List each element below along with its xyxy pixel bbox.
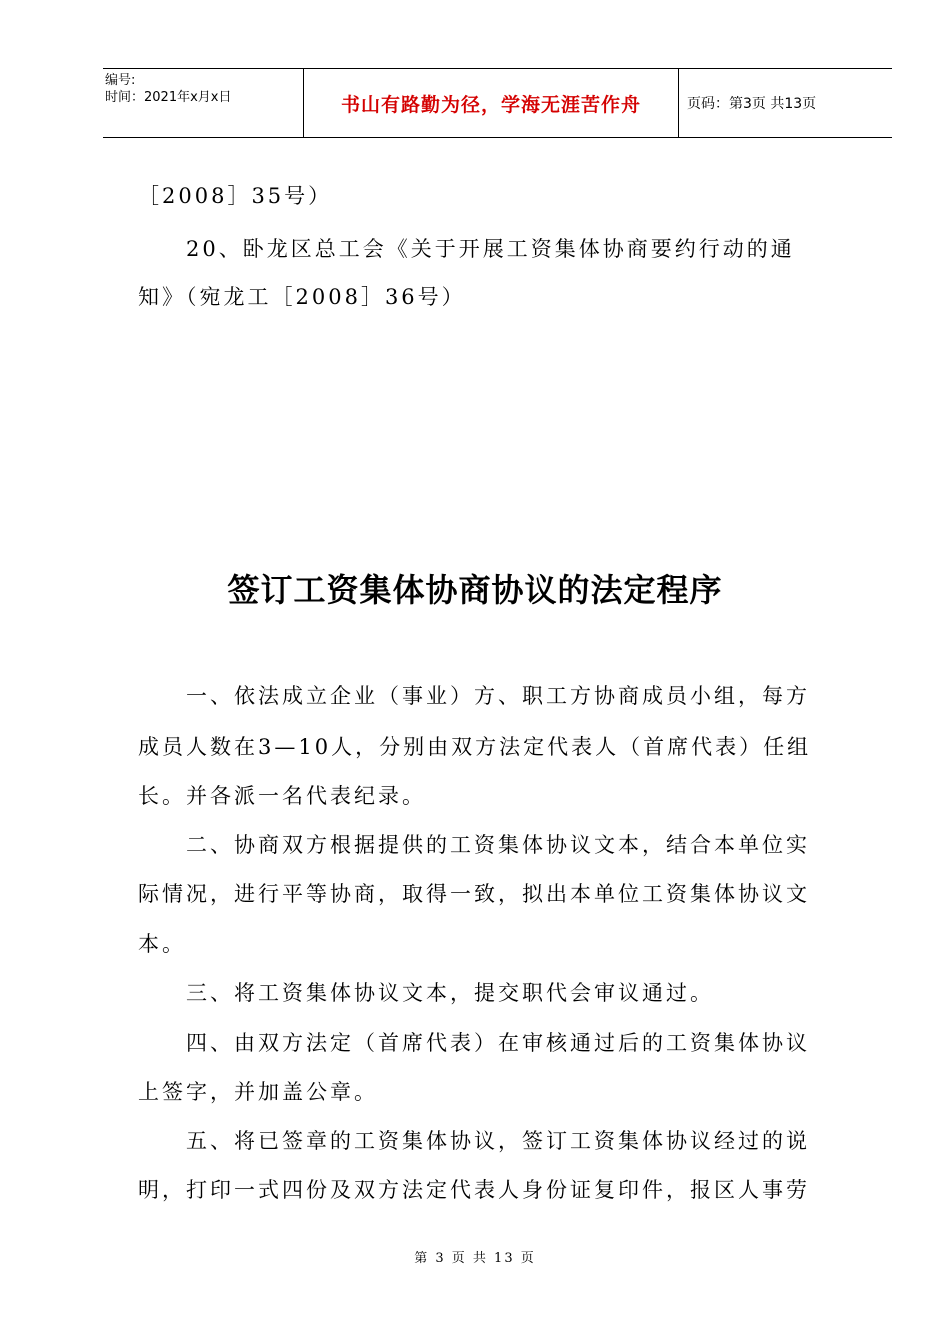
body-line: ［2008］35号） <box>138 184 333 208</box>
page-footer: 第 3 页 共 13 页 <box>414 1251 536 1266</box>
section-title: 签订工资集体协商协议的法定程序 <box>227 571 723 609</box>
header-page-info: 页码：第3页 共13页 <box>687 96 817 112</box>
step-line: 四、由双方法定（首席代表）在审核通过后的工资集体协议 <box>138 1031 810 1055</box>
body-line: 知》（宛龙工［2008］36号） <box>138 285 466 309</box>
body-line: 20、卧龙区总工会《关于开展工资集体协商要约行动的通 <box>138 237 795 261</box>
header-motto: 书山有路勤为径，学海无涯苦作舟 <box>340 93 641 116</box>
doc-time-label: 时间：2021年x月x日 <box>105 90 232 105</box>
doc-number-label: 编号: <box>105 73 136 88</box>
step-line: 明，打印一式四份及双方法定代表人身份证复印件，报区人事劳 <box>138 1178 810 1202</box>
header-motto-cell <box>303 69 679 137</box>
step-line: 三、将工资集体协议文本，提交职代会审议通过。 <box>138 981 714 1005</box>
step-line: 成员人数在3—10人，分别由双方法定代表人（首席代表）任组 <box>138 735 812 759</box>
step-line: 际情况，进行平等协商，取得一致，拟出本单位工资集体协议文 <box>138 882 810 906</box>
step-line: 一、依法成立企业（事业）方、职工方协商成员小组，每方 <box>138 684 810 708</box>
header-meta <box>103 69 305 140</box>
page-header <box>103 68 892 138</box>
step-line: 长。并各派一名代表纪录。 <box>138 784 426 808</box>
step-line: 二、协商双方根据提供的工资集体协议文本，结合本单位实 <box>138 833 810 857</box>
step-line: 本。 <box>138 932 186 956</box>
step-line: 五、将已签章的工资集体协议，签订工资集体协议经过的说 <box>138 1129 810 1153</box>
header-page-info-cell <box>679 69 900 137</box>
step-line: 上签字，并加盖公章。 <box>138 1080 378 1104</box>
